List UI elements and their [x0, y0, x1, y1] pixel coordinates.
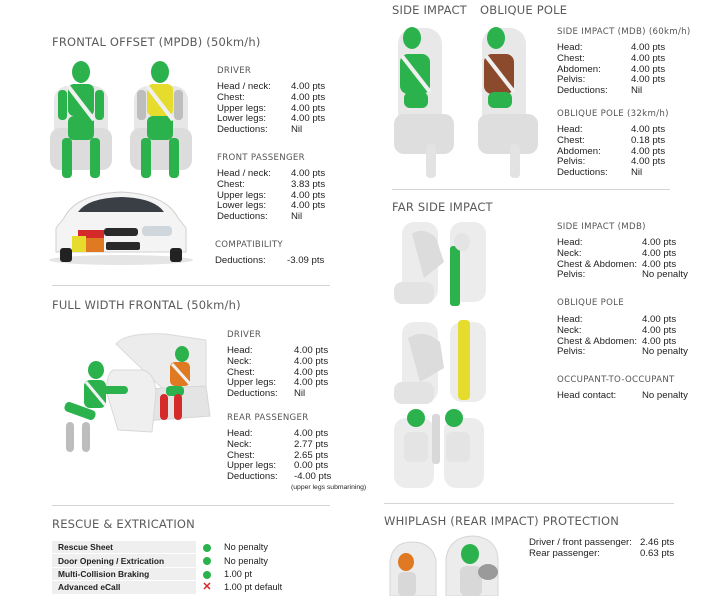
- side-impact-dummies-illustration: [390, 24, 550, 182]
- divider: [392, 189, 670, 190]
- score-row: Pelvis: No penalty: [557, 269, 688, 281]
- score-row: Upper legs: 0.00 pts: [227, 460, 329, 472]
- score-row: Head: 4.00 pts: [557, 42, 666, 53]
- frontal-driver-rows: [217, 82, 337, 136]
- score-row: Chest: 4.00 pts: [557, 52, 666, 64]
- score-row: Neck: 2.77 pts: [227, 438, 329, 450]
- far-mdb-rows: [557, 238, 697, 281]
- red-cross-icon: ✕: [202, 581, 212, 594]
- table-row: [52, 567, 360, 580]
- score-row: Pelvis: No penalty: [557, 346, 688, 358]
- rescue-value: No penalty: [218, 554, 360, 567]
- full-width-driver-heading: DRIVER: [227, 330, 262, 340]
- score-row: Driver / front passenger: 2.46 pts: [529, 537, 675, 548]
- far-side-dummies-illustration: [384, 218, 496, 496]
- score-row: Pelvis: 4.00 pts: [557, 74, 666, 86]
- oblique-pole-title: OBLIQUE POLE: [480, 3, 568, 17]
- score-row: Neck: 4.00 pts: [227, 355, 329, 367]
- rescue-label: Rescue Sheet: [52, 541, 196, 554]
- full-width-rear-heading: REAR PASSENGER: [227, 413, 309, 423]
- far-pole-heading: OBLIQUE POLE: [557, 298, 624, 308]
- frontal-dummies-illustration: [48, 58, 194, 182]
- full-width-driver-rows: [227, 346, 347, 400]
- frontal-passenger-heading: FRONT PASSENGER: [217, 153, 305, 163]
- score-row: Neck: 4.00 pts: [557, 247, 677, 259]
- score-row: Lower legs: 4.00 pts: [217, 113, 326, 125]
- score-row: Chest & Abdomen: 4.00 pts: [557, 335, 677, 347]
- score-row: Chest: 3.83 pts: [217, 178, 326, 190]
- score-row: Head: 4.00 pts: [557, 124, 666, 135]
- rescue-label: Advanced eCall: [52, 581, 196, 594]
- far-pole-rows: [557, 315, 697, 358]
- frontal-offset-title: FRONTAL OFFSET (MPDB) (50km/h): [52, 35, 261, 49]
- score-row: Chest: 0.18 pts: [557, 134, 666, 146]
- score-row: Chest & Abdomen: 4.00 pts: [557, 258, 677, 270]
- occupant-heading: OCCUPANT-TO-OCCUPANT: [557, 375, 675, 385]
- green-dot-icon: [203, 571, 211, 579]
- compatibility-heading: COMPATIBILITY: [215, 240, 283, 250]
- green-dot-icon: [203, 557, 211, 565]
- side-impact-title: SIDE IMPACT: [392, 3, 467, 17]
- whiplash-seats-illustration: [384, 532, 514, 596]
- score-row: Chest: 4.00 pts: [217, 91, 326, 103]
- compatibility-car-illustration: [46, 188, 196, 266]
- score-row: Rear passenger: 0.63 pts: [529, 547, 675, 559]
- score-row: Neck: 4.00 pts: [557, 324, 677, 336]
- full-width-rear-rows: [227, 429, 357, 483]
- status-cell: [196, 581, 218, 594]
- table-row: [52, 581, 360, 594]
- score-row: Abdomen: 4.00 pts: [557, 63, 666, 75]
- score-row: Upper legs: 4.00 pts: [217, 102, 326, 114]
- rescue-title: RESCUE & EXTRICATION: [52, 517, 195, 531]
- rescue-table: [52, 540, 360, 594]
- score-row: Head contact: No penalty: [557, 390, 688, 401]
- frontal-driver-heading: DRIVER: [217, 66, 252, 76]
- whiplash-title: WHIPLASH (REAR IMPACT) PROTECTION: [384, 514, 620, 528]
- side-mdb-heading: SIDE IMPACT (MDB) (60km/h): [557, 27, 691, 37]
- score-row: Head: 4.00 pts: [557, 314, 677, 325]
- score-row: Deductions: Nil: [217, 211, 303, 223]
- far-mdb-heading: SIDE IMPACT (MDB): [557, 222, 646, 232]
- side-pole-heading: OBLIQUE POLE (32km/h): [557, 109, 669, 119]
- table-row: [52, 541, 360, 554]
- rescue-label: Door Opening / Extrication: [52, 554, 196, 567]
- score-row: Head / neck: 4.00 pts: [217, 168, 326, 179]
- divider: [52, 285, 330, 286]
- score-row: Deductions: -4.00 pts: [227, 471, 332, 483]
- score-row: Head: 4.00 pts: [557, 237, 677, 248]
- score-row: Deductions: -3.09 pts: [215, 255, 325, 266]
- score-row: Pelvis: 4.00 pts: [557, 156, 666, 168]
- score-row: Upper legs: 4.00 pts: [227, 377, 329, 389]
- side-pole-rows: [557, 125, 687, 179]
- score-row: Head: 4.00 pts: [227, 345, 329, 356]
- far-side-title: FAR SIDE IMPACT: [392, 200, 493, 214]
- score-row: Deductions: Nil: [217, 124, 303, 136]
- compatibility-rows: [215, 256, 335, 267]
- score-row: Lower legs: 4.00 pts: [217, 200, 326, 212]
- rescue-value: 1.00 pt default: [218, 581, 360, 594]
- score-row: Chest: 2.65 pts: [227, 449, 329, 461]
- divider: [52, 505, 330, 506]
- status-cell: [196, 554, 218, 567]
- frontal-passenger-rows: [217, 169, 337, 223]
- score-row: Deductions: Nil: [557, 85, 643, 97]
- status-cell: [196, 541, 218, 554]
- green-dot-icon: [203, 544, 211, 552]
- rescue-value: No penalty: [218, 541, 360, 554]
- score-row: Deductions: Nil: [557, 167, 643, 179]
- divider: [384, 503, 674, 504]
- score-row: Abdomen: 4.00 pts: [557, 145, 666, 157]
- score-row: Upper legs: 4.00 pts: [217, 189, 326, 201]
- occupant-rows: [557, 391, 697, 402]
- whiplash-rows: [529, 538, 699, 560]
- score-row: Head / neck: 4.00 pts: [217, 81, 326, 92]
- score-row: Head: 4.00 pts: [227, 428, 329, 439]
- side-mdb-rows: [557, 43, 687, 97]
- submarining-note: (upper legs submarining): [291, 484, 367, 491]
- table-row: [52, 554, 360, 567]
- rescue-label: Multi-Collision Braking: [52, 567, 196, 580]
- full-width-title: FULL WIDTH FRONTAL (50km/h): [52, 298, 241, 312]
- rescue-value: 1.00 pt: [218, 567, 360, 580]
- score-row: Deductions: Nil: [227, 388, 306, 400]
- full-width-dummies-illustration: [56, 330, 214, 454]
- score-row: Chest: 4.00 pts: [227, 366, 329, 378]
- status-cell: [196, 567, 218, 580]
